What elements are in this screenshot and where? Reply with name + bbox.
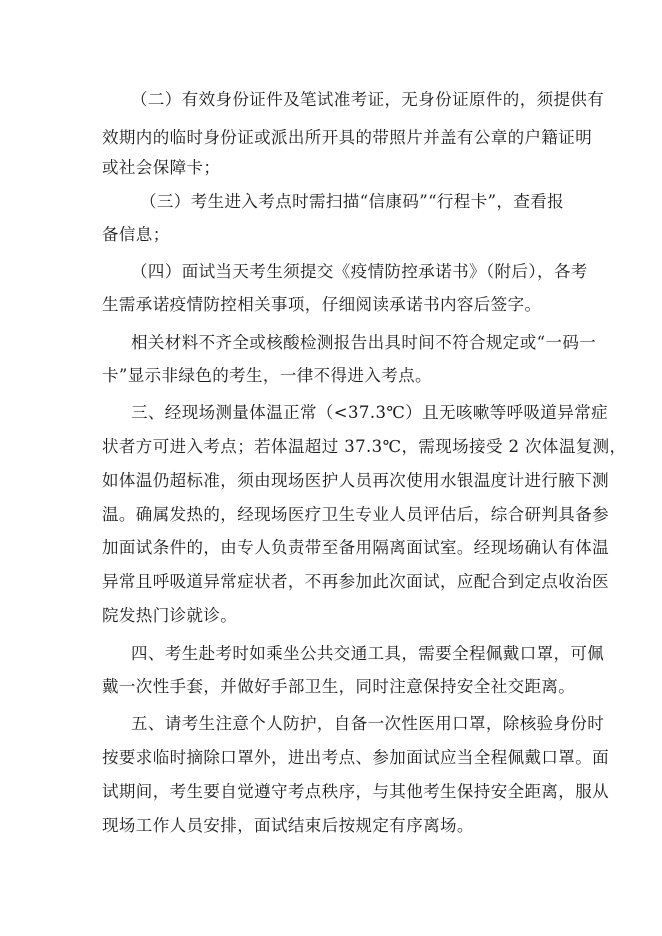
text-line: （三）考生进入考点时需扫描“信康码”“行程卡”，查看报 [140, 192, 565, 211]
text-line: （四）面试当天考生须提交《疫情防控承诺书》（附后），各考 [131, 262, 588, 281]
text-line: 备信息； [102, 225, 170, 244]
text-line: 状者方可进入考点；若体温超过 37.3℃，需现场接受 2 次体温复测， [102, 437, 627, 456]
text-line: 按要求临时摘除口罩外，进出考点、参加面试应当全程佩戴口罩。面 [102, 748, 609, 767]
text-line: 卡”显示非绿色的考生，一律不得进入考点。 [102, 366, 432, 385]
text-line: 三、经现场测量体温正常（<37.3℃）且无咳嗽等呼吸道异常症 [131, 403, 609, 422]
text-line: 现场工作人员安排，面试结束后按规定有序离场。 [102, 816, 474, 835]
text-line: （二）有效身份证件及笔试准考证，无身份证原件的，须提供有 [131, 90, 605, 109]
text-line: 或社会保障卡； [102, 158, 221, 177]
text-line: 异常且呼吸道异常症状者，不再参加此次面试，应配合到定点收治医 [102, 572, 609, 591]
text-line: 生需承诺疫情防控相关事项，仔细阅读承诺书内容后签字。 [102, 295, 542, 314]
text-line: 试期间，考生要自觉遵守考点秩序，与其他考生保持安全距离，服从 [102, 782, 609, 801]
text-line: 如体温仍超标准，须由现场医护人员再次使用水银温度计进行腋下测 [102, 471, 609, 490]
text-line: 四、考生赴考时如乘坐公共交通工具，需要全程佩戴口罩，可佩 [131, 644, 605, 663]
text-line: 加面试条件的，由专人负责带至备用隔离面试室。经现场确认有体温 [102, 538, 609, 557]
text-line: 效期内的临时身份证或派出所开具的带照片并盖有公章的户籍证明 [102, 128, 593, 147]
text-line: 院发热门诊就诊。 [102, 606, 238, 625]
text-line: 戴一次性手套，并做好手部卫生，同时注意保持安全社交距离。 [102, 677, 576, 696]
text-line: 相关材料不齐全或核酸检测报告出具时间不符合规定或“一码一 [131, 333, 597, 352]
text-line: 温。确属发热的，经现场医疗卫生专业人员评估后，综合研判具备参 [102, 505, 609, 524]
text-line: 五、请考生注意个人防护，自备一次性医用口罩，除核验身份时 [131, 714, 605, 733]
